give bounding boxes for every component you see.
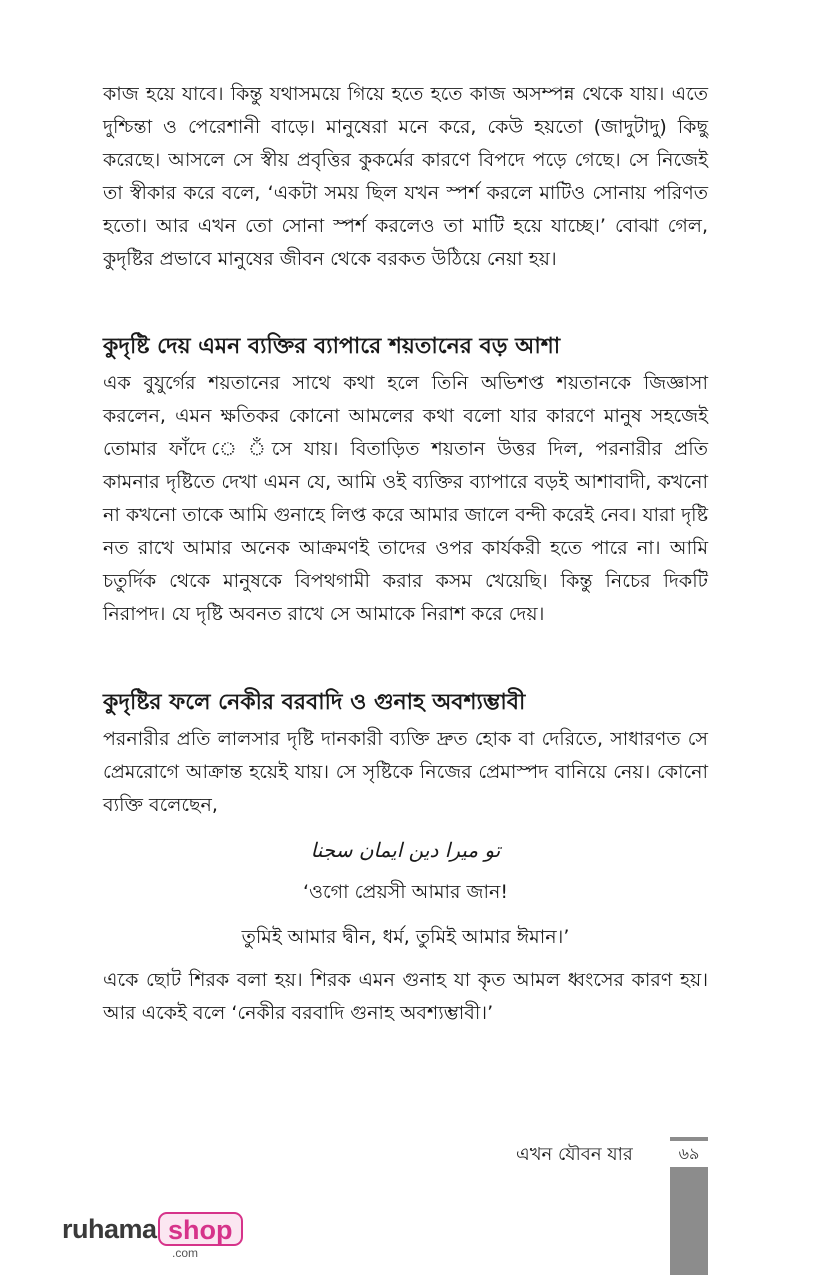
section-heading-1: কুদৃষ্টি দেয় এমন ব্যক্তির ব্যাপারে শয়তানের বড় আশা: [103, 334, 561, 359]
running-footer-title: এখন যৌবন যার: [516, 1144, 633, 1165]
section-heading-2: কুদৃষ্টির ফলে নেকীর বরবাদি ও গুনাহ অবশ্যম্ভাবী: [103, 690, 526, 715]
paragraph-2: এক বুযুর্গের শয়তানের সাথে কথা হলে তিনি অভিশপ্ত শয়তানকে জিজ্ঞাসা করলেন, এমন ক্ষতিকর কোনো আমলের কথা বলো যার কারণে মানুষ সহজেই তোমার ফাঁদে ে ঁসে যায়। বিতাড়িত শয়তান উত্তর দিল, পরনারীর প্রতি কামনার দৃষ্টিতে দেখা এমন যে, আমি ওই ব্যক্তির ব্যাপারে বড়ই আশাবাদী, কখনো না কখনো তাকে আমি গুনাহে লিপ্ত করে আমার জালে বন্দী করেই নেব। যারা দৃষ্টি নত রাখে আমার অনেক আক্রমণই তাদের ওপর কার্যকরী হতে পারে না। আমি চতুর্দিক থেকে মানুষকে বিপথগামী করার কসম খেয়েছি। কিন্তু নিচের দিকটি নিরাপদ। যে দৃষ্টি অবনত রাখে সে আমাকে নিরাশ করে দেয়।: [103, 372, 708, 625]
urdu-verse: تو میرا دین ایمان سجنا: [310, 838, 501, 862]
paragraph-3: পরনারীর প্রতি লালসার দৃষ্টি দানকারী ব্যক্তি দ্রুত হোক বা দেরিতে, সাধারণত সে প্রেমরোগে আক্রান্ত হয়েই যায়। সে সৃষ্টিকে নিজের প্রেমাস্পদ বানিয়ে নেয়। কোনো ব্যক্তি বলেছেন,: [103, 728, 708, 816]
logo-text-ruhama: ruhama: [62, 1214, 157, 1244]
ruhama-shop-logo: [62, 1212, 232, 1258]
logo-text-shop: shop: [158, 1212, 243, 1246]
page-number: ৬৯: [678, 1144, 700, 1163]
poem-line-2: তুমিই আমার দ্বীন, ধর্ম, তুমিই আমার ঈমান।’: [241, 926, 570, 948]
paragraph-4: একে ছোট শিরক বলা হয়। শিরক এমন গুনাহ যা কৃত আমল ধ্বংসের কারণ হয়। আর একেই বলে ‘নেকীর বরবাদি গুনাহ অবশ্যম্ভাবী।’: [103, 969, 708, 1024]
logo-domain: .com: [172, 1246, 199, 1260]
paragraph-1: কাজ হয়ে যাবে। কিন্তু যথাসময়ে গিয়ে হতে হতে কাজ অসম্পন্ন থেকে যায়। এতে দুশ্চিন্তা ও পেরেশানী বাড়ে। মানুষেরা মনে করে, কেউ হয়তো (জাদুটাদু) কিছু করেছে। আসলে সে স্বীয় প্রবৃত্তির কুকর্মের কারণে বিপদে পড়ে গেছে। সে নিজেই তা স্বীকার করে বলে, ‘একটা সময় ছিল যখন স্পর্শ করলে মাটিও সোনায় পরিণত হতো। আর এখন তো সোনা স্পর্শ করলেও তা মাটি হয়ে যাচ্ছে।’ বোঝা গেল, কুদৃষ্টির প্রভাবে মানুষের জীবন থেকে বরকত উঠিয়ে নেয়া হয়।: [103, 83, 708, 270]
poem-line-1: ‘ওগো প্রেয়সী আমার জান!: [303, 881, 508, 903]
